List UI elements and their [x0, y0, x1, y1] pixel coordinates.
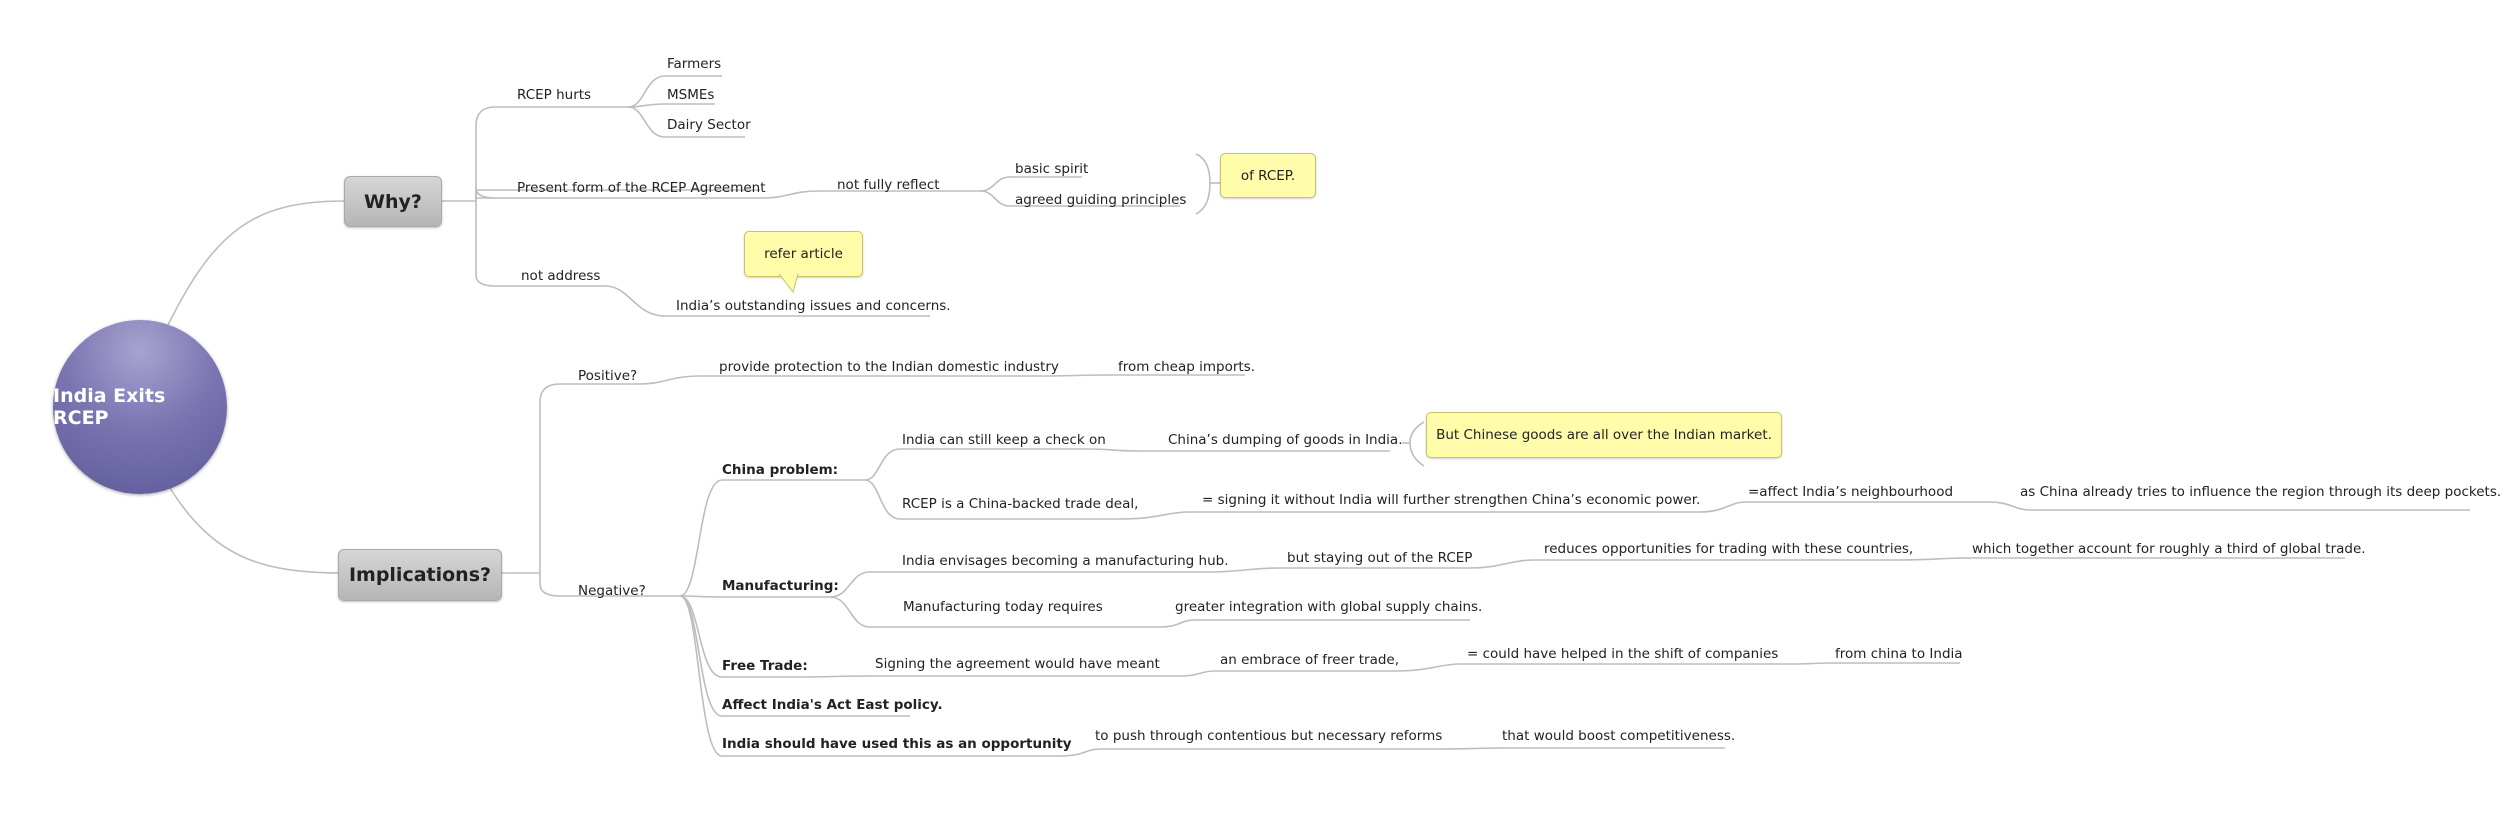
node-reforms[interactable]: to push through contentious but necessary reforms [1095, 728, 1443, 744]
node-china-problem[interactable]: China problem: [722, 462, 839, 478]
node-protection[interactable]: provide protection to the Indian domestic industry [719, 359, 1059, 375]
node-embrace[interactable]: an embrace of freer trade, [1220, 652, 1400, 668]
node-negative[interactable]: Negative? [578, 583, 646, 599]
node-opportunity[interactable]: India should have used this as an opportunity [722, 736, 1072, 752]
node-affect-neighbourhood[interactable]: =affect India’s neighbourhood [1748, 484, 1954, 500]
topic-implications-label: Implications? [348, 564, 492, 586]
node-shift[interactable]: = could have helped in the shift of companies [1467, 646, 1779, 662]
callout-of-rcep-label: of RCEP. [1240, 167, 1296, 184]
node-dumping[interactable]: China’s dumping of goods in India. [1168, 432, 1403, 448]
node-farmers[interactable]: Farmers [667, 56, 722, 72]
node-china-to-india[interactable]: from china to India [1835, 646, 1963, 662]
node-outstanding-issues[interactable]: India’s outstanding issues and concerns. [676, 298, 951, 314]
node-present-form[interactable]: Present form of the RCEP Agreement [517, 180, 766, 196]
callout-chinese-goods[interactable] [1426, 412, 1782, 458]
node-deep-pockets[interactable]: as China already tries to influence the region through its deep pockets. [2020, 484, 2502, 500]
node-act-east[interactable]: Affect India's Act East policy. [722, 697, 943, 713]
node-competitiveness[interactable]: that would boost competitiveness. [1502, 728, 1736, 744]
topic-why-label: Why? [364, 190, 422, 213]
node-msmes[interactable]: MSMEs [667, 87, 715, 103]
node-hub[interactable]: India envisages becoming a manufacturing hub. [902, 553, 1229, 569]
node-signing[interactable]: Signing the agreement would have meant [875, 656, 1160, 672]
node-basic-spirit[interactable]: basic spirit [1015, 161, 1089, 177]
node-reduces[interactable]: reduces opportunities for trading with these countries, [1544, 541, 1914, 557]
node-staying-out[interactable]: but staying out of the RCEP [1287, 550, 1473, 566]
callout-chinese-goods-label: But Chinese goods are all over the Indian market. [1436, 427, 1772, 443]
node-mfg-today[interactable]: Manufacturing today requires [903, 599, 1103, 615]
callout-refer-article[interactable] [744, 231, 863, 277]
node-third[interactable]: which together account for roughly a third of global trade. [1972, 541, 2366, 557]
node-guiding-principles[interactable]: agreed guiding principles [1015, 192, 1187, 208]
root-label: India Exits RCEP [53, 385, 166, 429]
callout-refer-article-label: refer article [764, 246, 843, 262]
topic-implications[interactable] [338, 549, 502, 601]
topic-why[interactable] [344, 176, 442, 227]
node-manufacturing[interactable]: Manufacturing: [722, 578, 839, 594]
node-check[interactable]: India can still keep a check on [902, 432, 1106, 448]
node-not-fully-reflect[interactable]: not fully reflect [837, 177, 940, 193]
node-free-trade[interactable]: Free Trade: [722, 658, 808, 674]
node-dairy-sector[interactable]: Dairy Sector [667, 117, 751, 133]
node-not-address[interactable]: not address [521, 268, 601, 284]
node-rcep-hurts[interactable]: RCEP hurts [517, 87, 592, 103]
callout-of-rcep[interactable] [1220, 153, 1316, 198]
node-integration[interactable]: greater integration with global supply chains. [1175, 599, 1483, 615]
root-node[interactable] [53, 320, 227, 494]
node-positive[interactable]: Positive? [578, 368, 638, 384]
callout-pointer [778, 274, 800, 294]
node-china-backed[interactable]: RCEP is a China-backed trade deal, [902, 496, 1139, 512]
node-signing-without[interactable]: = signing it without India will further strengthen China’s economic power. [1202, 492, 1701, 508]
node-cheap-imports[interactable]: from cheap imports. [1118, 359, 1256, 375]
